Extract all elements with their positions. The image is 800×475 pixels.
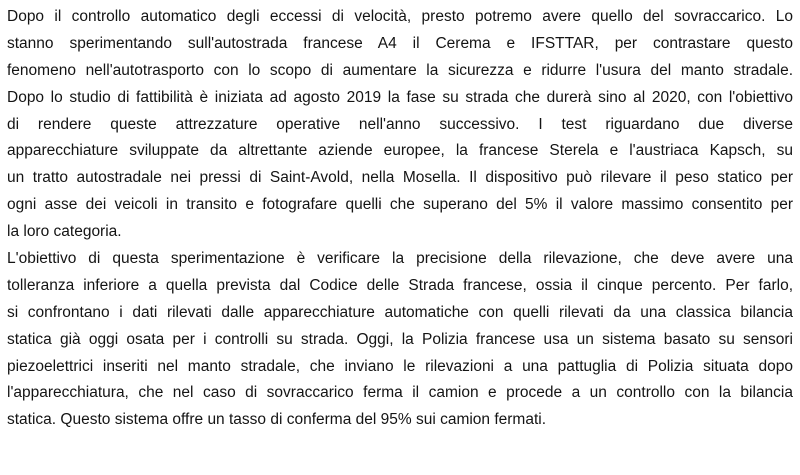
text-line: statica già oggi osata per i controlli su strada. Oggi, la Polizia francese usa un sistema basato su sensori <box>7 330 793 348</box>
text-line: stanno sperimentando sull'autostrada francese A4 il Cerema e IFSTTAR, per contrastare questo <box>7 34 793 52</box>
text-line: Dopo il controllo automatico degli eccessi di velocità, presto potremo avere quello del sovraccarico. Lo <box>7 8 793 25</box>
text-line: Dopo lo studio di fattibilità è iniziata ad agosto 2019 la fase su strada che durerà sino al 2020, con l'obiettivo <box>7 88 793 106</box>
text-line: ogni asse dei veicoli in transito e fotografare quelli che superano del 5% il valore massimo consentito per <box>7 196 793 214</box>
text-line: di rendere queste attrezzature operative nell'anno successivo. I test riguardano due diverse <box>7 115 793 133</box>
document-body <box>7 4 793 434</box>
paragraph-2 <box>7 246 793 434</box>
text-line: piezoelettrici inseriti nel manto stradale, che inviano le rilevazioni a una pattuglia di Polizia situata dopo <box>7 357 793 375</box>
paragraph-1 <box>7 4 793 246</box>
text-line: fenomeno nell'autotrasporto con lo scopo di aumentare la sicurezza e ridurre l'usura del manto stradale. <box>7 61 793 79</box>
text-line: tolleranza inferiore a quella prevista dal Codice delle Strada francese, ossia il cinque percento. Per farlo, <box>7 276 793 294</box>
text-line: l'apparecchiatura, che nel caso di sovraccarico ferma il camion e procede a un controllo con la bilancia <box>7 384 793 402</box>
text-line: apparecchiature sviluppate da altrettante aziende europee, la francese Sterela e l'austriaca Kapsch, su <box>7 142 793 160</box>
text-line: un tratto autostradale nei pressi di Saint-Avold, nella Mosella. Il dispositivo può rilevare il peso statico per <box>7 169 793 187</box>
text-line: si confrontano i dati rilevati dalle apparecchiature automatiche con quelli rilevati da una classica bilancia <box>7 303 793 321</box>
text-line: L'obiettivo di questa sperimentazione è verificare la precisione della rilevazione, che deve avere una <box>7 250 793 268</box>
text-line: la loro categoria. <box>7 223 122 241</box>
text-line: statica. Questo sistema offre un tasso di conferma del 95% sui camion fermati. <box>7 411 547 429</box>
